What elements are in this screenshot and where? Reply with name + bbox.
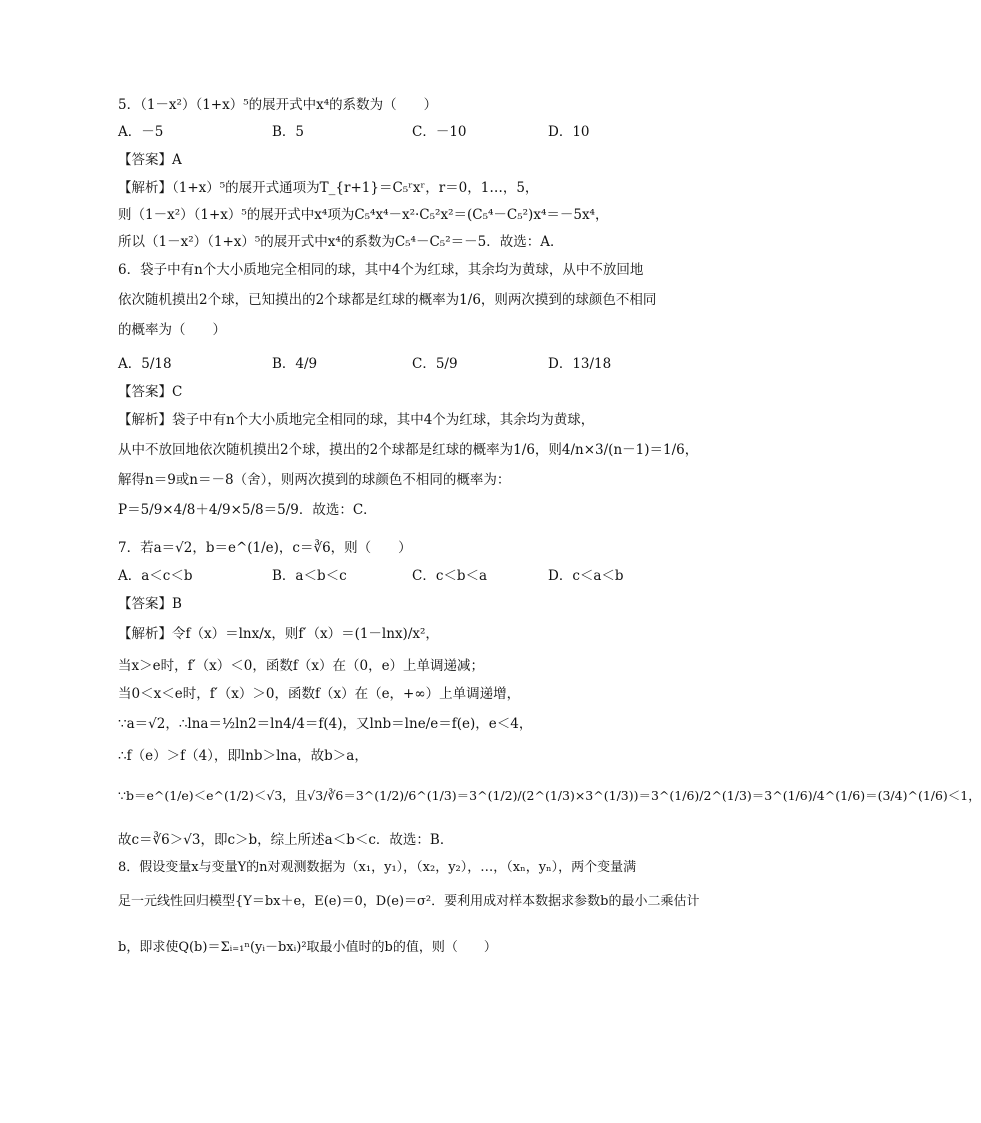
q6-stem-3: 的概率为（ ） [118,322,226,338]
q5-option-d: D．10 [548,124,590,140]
q6-analysis-3: 解得n＝9或n＝－8（舍），则两次摸到的球颜色不相同的概率为： [118,472,511,488]
q8-stem-3: b，即求使Q(b)＝Σᵢ₌₁ⁿ(yᵢ－bxᵢ)²取最小值时的b的值，则（ ） [118,940,497,955]
q7-analysis-1: 【解析】令f（x）＝lnx/x，则f′（x）＝(1－lnx)/x²， [118,626,439,642]
q6-option-c: C．5/9 [412,356,458,372]
q5-answer: 【答案】A [118,152,182,168]
q7-option-b: B．a＜b＜c [272,568,347,584]
q6-analysis-4: P＝5/9×4/8＋4/9×5/8＝5/9．故选：C． [118,502,377,518]
q6-answer: 【答案】C [118,384,183,400]
q5-option-c: C．－10 [412,124,467,140]
q7-answer: 【答案】B [118,596,182,612]
q6-analysis-2: 从中不放回地依次随机摸出2个球，摸出的2个球都是红球的概率为1/6，则4/n×3/(n－1)＝1/6， [118,442,699,458]
q6-option-b: B．4/9 [272,356,318,372]
q7-analysis-5: ∴f（e）＞f（4），即lnb＞lna，故b＞a， [118,748,368,764]
q8-stem-1: 8．假设变量x与变量Y的n对观测数据为（x₁，y₁），（x₂，y₂），…，（xₙ，yₙ），两个变量满 [118,860,637,875]
q7-analysis-3: 当0＜x＜e时，f′（x）＞0，函数f（x）在（e，+∞）上单调递增， [118,686,521,702]
q6-option-d: D．13/18 [548,356,612,372]
q5-analysis-2: 则（1－x²）（1+x）⁵的展开式中x⁴项为C₅⁴x⁴－x²·C₅²x²＝(C₅⁴－C₅²)x⁴＝－5x⁴， [118,207,609,223]
q6-analysis-1: 【解析】袋子中有n个大小质地完全相同的球，其中4个为红球，其余均为黄球， [118,412,595,428]
q7-stem: 7．若a＝√2，b＝e^(1/e)，c＝∛6，则（ ） [118,540,412,556]
q6-stem-1: 6．袋子中有n个大小质地完全相同的球，其中4个为红球，其余均为黄球，从中不放回地 [118,262,644,278]
q5-analysis-1: 【解析】（1+x）⁵的展开式通项为T_{r+1}＝C₅ʳxʳ，r＝0，1…，5， [118,180,539,196]
q6-stem-2: 依次随机摸出2个球，已知摸出的2个球都是红球的概率为1/6，则两次摸到的球颜色不相同 [118,292,657,308]
q7-option-d: D．c＜a＜b [548,568,624,584]
q7-option-a: A．a＜c＜b [118,568,193,584]
q5-option-b: B．5 [272,124,305,140]
q8-stem-2: 足一元线性回归模型{Y＝bx＋e，E(e)＝0，D(e)＝σ²．要利用成对样本数据求参数b的最小二乘估计 [118,894,700,909]
q5-option-a: A．－5 [118,124,164,140]
q7-option-c: C．c＜b＜a [412,568,488,584]
q6-option-a: A．5/18 [118,356,172,372]
q7-analysis-2: 当x＞e时，f′（x）＜0，函数f（x）在（0，e）上单调递减； [118,658,485,674]
q7-analysis-7: 故c＝∛6＞√3，即c＞b，综上所述a＜b＜c．故选：B． [118,832,454,848]
q7-analysis-4: ∵a＝√2，∴lna＝½ln2＝ln4/4＝f(4)，又lnb＝lne/e＝f(e)，e＜4， [118,716,533,732]
q7-analysis-6: ∵b＝e^(1/e)＜e^(1/2)＜√3，且√3/∛6＝3^(1/2)/6^(1/3)＝3^(1/2)/(2^(1/3)×3^(1/3))＝3^(1/6)/2^(1/3)＝3^(1/6)/4^(1/6)＝(3/4)^(1/6)＜1， [118,788,981,803]
q5-analysis-3: 所以（1－x²）（1+x）⁵的展开式中x⁴的系数为C₅⁴－C₅²＝－5．故选：A． [118,234,564,250]
q5-stem: 5．（1－x²）（1+x）⁵的展开式中x⁴的系数为（ ） [118,97,438,113]
